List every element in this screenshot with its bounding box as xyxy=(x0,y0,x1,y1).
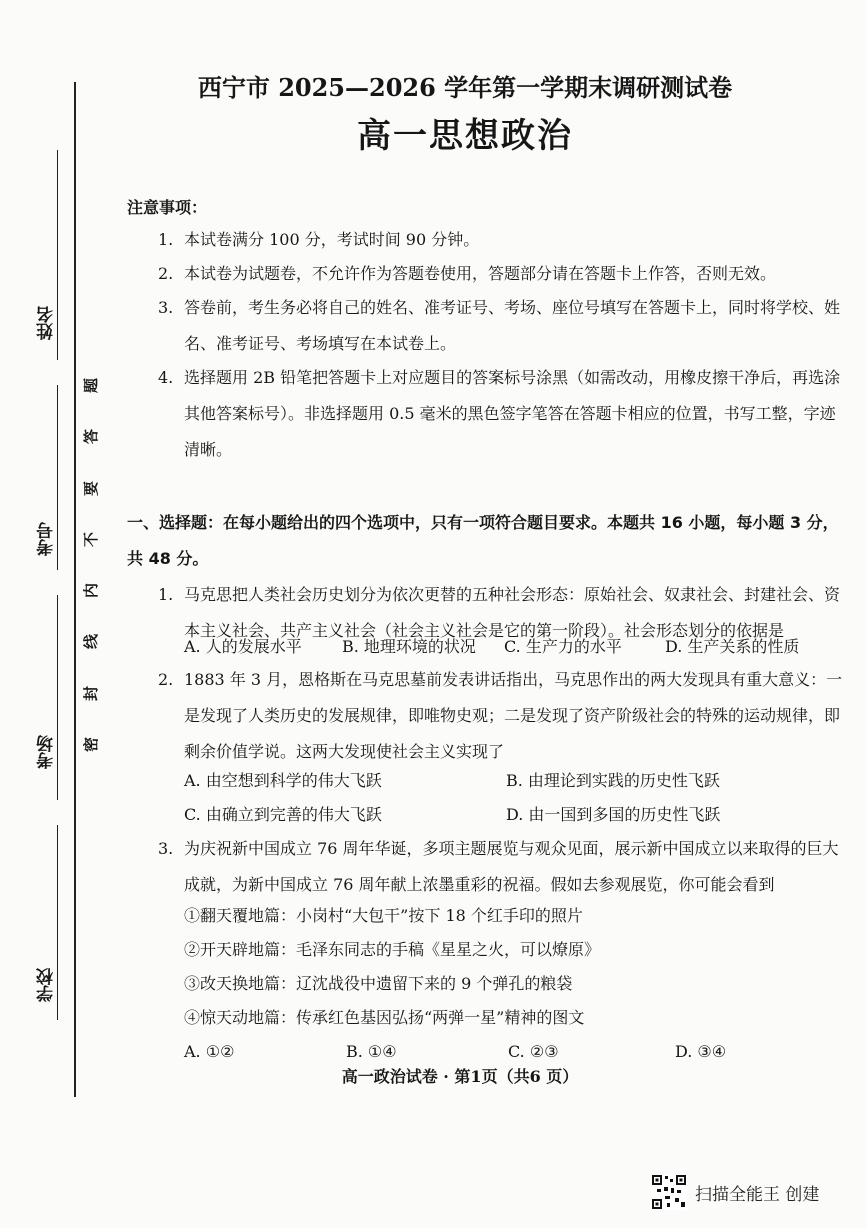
seal-char: 线 xyxy=(82,634,101,650)
option-d: D. ③④ xyxy=(675,1042,727,1061)
seal-char: 内 xyxy=(82,583,101,599)
option-c: C. 由确立到完善的伟大飞跃 xyxy=(184,805,382,824)
note-item xyxy=(158,290,848,353)
note-number: 4. xyxy=(158,368,174,387)
seal-line-text xyxy=(82,375,100,755)
question-stem: 为庆祝新中国成立 76 周年华诞，多项主题展览与观众见面，展示新中国成立以来取得的巨大成就，为新中国成立 76 周年献上浓墨重彩的祝福。假如去参观展览，你可能会看到 xyxy=(184,839,839,894)
exam-title: 西宁市 2025—2026 学年第一学期末调研测试卷 xyxy=(197,73,733,102)
question-stem: 马克思把人类社会历史划分为依次更替的五种社会形态：原始社会、奴隶社会、封建社会、资本主义社会、共产主义社会（社会主义社会是它的第一阶段）。社会形态划分的依据是 xyxy=(184,585,841,640)
note-number: 1. xyxy=(158,230,174,249)
option-d: D. 生产关系的性质 xyxy=(665,637,800,656)
section-heading: 一、选择题：在每小题给出的四个选项中，只有一项符合题目要求。本题共 16 小题，每小题 3 分，共 48 分。 xyxy=(127,513,839,568)
scanner-watermark xyxy=(651,1170,819,1214)
option-a: A. 由空想到科学的伟大飞跃 xyxy=(184,771,382,790)
seal-char: 题 xyxy=(82,377,101,394)
exam-room-label: 考场 xyxy=(37,735,57,769)
question-number: 1. xyxy=(158,585,174,604)
seal-char: 答 xyxy=(82,429,101,445)
school-label: 学校 xyxy=(37,968,57,1002)
seal-char: 要 xyxy=(82,480,101,496)
subject-title: 高一思想政治 xyxy=(357,116,573,156)
note-text: 答卷前，考生务必将自己的姓名、准考证号、考场、座位号填写在答题卡上，同时将学校、姓名、准考证号、考场填写在本试卷上。 xyxy=(184,298,841,353)
option-a: A. 人的发展水平 xyxy=(184,637,302,656)
option-d: D. 由一国到多国的历史性飞跃 xyxy=(506,805,721,824)
seal-char: 密 xyxy=(82,736,101,752)
question-stem: 1883 年 3 月，恩格斯在马克思墓前发表讲话指出，马克思作出的两大发现具有重大意义：一是发现了人类历史的发展规律，即唯物史观；二是发现了资产阶级社会的特殊的运动规律，即剩余价值学说。这两大发现使社会主义实现了 xyxy=(184,670,843,761)
name-label: 姓名 xyxy=(37,306,57,340)
note-item xyxy=(158,360,848,459)
scanner-text: 扫描全能王 创建 xyxy=(695,1184,820,1205)
note-text: 本试卷为试题卷，不允许作为答题卷使用，答题部分请在答题卡上作答，否则无效。 xyxy=(184,264,777,283)
qr-code-icon xyxy=(651,1174,687,1210)
notes-heading: 注意事项： xyxy=(127,198,208,217)
statement-item: ②开天辟地篇：毛泽东同志的手稿《星星之火，可以燎原》 xyxy=(184,940,601,959)
note-number: 3. xyxy=(158,298,174,317)
statement-item: ③改天换地篇：辽沈战役中遗留下来的 9 个弹孔的粮袋 xyxy=(184,974,573,993)
exam-room-underline xyxy=(57,595,58,800)
option-b: B. 地理环境的状况 xyxy=(342,637,476,656)
page-footer: 高一政治试卷 · 第1页（共6 页） xyxy=(341,1067,579,1086)
question-number: 2. xyxy=(158,670,174,689)
option-b: B. ①④ xyxy=(346,1042,397,1061)
option-c: C. ②③ xyxy=(508,1042,559,1061)
binding-line xyxy=(74,82,76,1097)
statement-item: ①翻天覆地篇：小岗村“大包干”按下 18 个红手印的照片 xyxy=(184,906,583,925)
exam-no-label: 考号 xyxy=(37,522,57,556)
note-text: 选择题用 2B 铅笔把答题卡上对应题目的答案标号涂黑（如需改动，用橡皮擦干净后，再选涂其他答案标号）。非选择题用 0.5 毫米的黑色签字笔答在答题卡相应的位置，书写工整，字迹清晰。 xyxy=(184,368,841,459)
option-a: A. ①② xyxy=(184,1042,235,1061)
question-number: 3. xyxy=(158,839,174,858)
note-number: 2. xyxy=(158,264,174,283)
seal-char: 封 xyxy=(82,685,101,701)
note-text: 本试卷满分 100 分，考试时间 90 分钟。 xyxy=(184,230,480,249)
note-item xyxy=(158,256,848,292)
note-item xyxy=(158,222,848,258)
statement-item: ④惊天动地篇：传承红色基因弘扬“两弹一星”精神的图文 xyxy=(184,1008,585,1027)
option-b: B. 由理论到实践的历史性飞跃 xyxy=(506,771,720,790)
option-c: C. 生产力的水平 xyxy=(504,637,622,656)
seal-char: 不 xyxy=(82,531,101,547)
